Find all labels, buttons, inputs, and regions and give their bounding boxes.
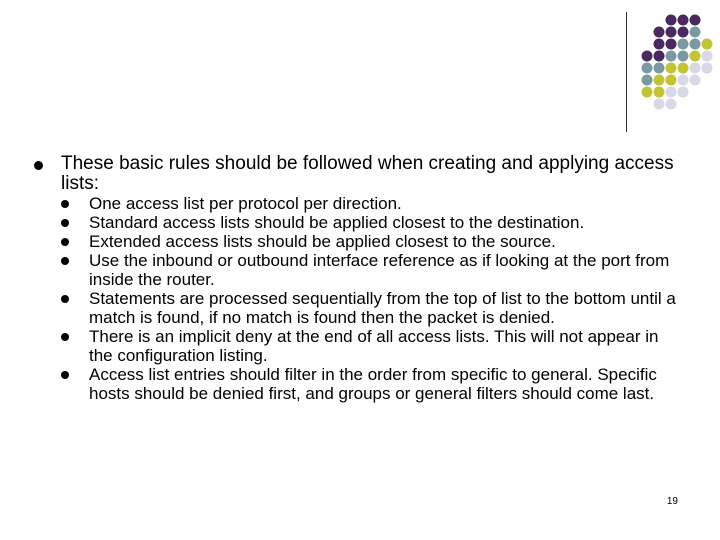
sub-bullet-item: [61, 194, 684, 213]
main-bullet-item: [34, 154, 684, 403]
decorative-dot: [690, 39, 701, 50]
decorative-dot: [678, 39, 689, 50]
decorative-dot: [642, 87, 653, 98]
bullet-icon: [61, 365, 89, 379]
decorative-dot: [690, 75, 701, 86]
decorative-dot: [666, 63, 677, 74]
decorative-dot: [666, 87, 677, 98]
sub-bullet-text: Extended access lists should be applied closest to the source.: [89, 232, 556, 251]
decorative-dot-grid: [0, 0, 720, 140]
sub-bullet-text: There is an implicit deny at the end of all access lists. This will not appear in the configuration listing.: [89, 327, 659, 365]
divider-line: [626, 12, 627, 132]
bullet-icon: [61, 213, 89, 227]
sub-bullet-item: [61, 289, 684, 327]
decorative-dot: [678, 51, 689, 62]
sub-bullet-text: One access list per protocol per direction.: [89, 194, 402, 213]
decorative-dot: [690, 27, 701, 38]
decorative-dot: [690, 63, 701, 74]
decorative-dot: [690, 15, 701, 26]
decorative-dot: [678, 87, 689, 98]
sub-bullet-text: Use the inbound or outbound interface reference as if looking at the port from inside the router.: [89, 251, 670, 289]
sub-bullet-item: [61, 213, 684, 232]
bullet-icon: [61, 251, 89, 265]
sub-bullet-text: Statements are processed sequentially from the top of list to the bottom until a match is found, if no match is found then the packet is denied.: [89, 289, 676, 327]
sub-bullet-text: Access list entries should filter in the order from specific to general. Specific hosts should be denied first, and groups or general filters should come last.: [89, 365, 657, 403]
decorative-dot: [642, 75, 653, 86]
decorative-dot: [666, 27, 677, 38]
decorative-dot: [702, 63, 713, 74]
decorative-dot: [678, 75, 689, 86]
decorative-dot: [678, 63, 689, 74]
decorative-dot: [702, 51, 713, 62]
decorative-dot: [654, 99, 665, 110]
decorative-dot: [654, 87, 665, 98]
sub-bullet-item: [61, 251, 684, 289]
decorative-dot: [666, 75, 677, 86]
decorative-dot: [666, 51, 677, 62]
main-bullet-text: These basic rules should be followed when creating and applying access lists:: [61, 153, 674, 194]
bullet-icon: [34, 154, 61, 170]
decorative-dot: [654, 75, 665, 86]
decorative-dot: [654, 27, 665, 38]
bullet-icon: [61, 232, 89, 246]
decorative-dot: [642, 63, 653, 74]
decorative-dot: [666, 15, 677, 26]
decorative-dot: [642, 51, 653, 62]
bullet-icon: [61, 327, 89, 341]
decorative-dot: [666, 99, 677, 110]
decorative-dot: [678, 27, 689, 38]
sub-bullet-list: [61, 194, 684, 403]
decorative-dot: [666, 39, 677, 50]
decorative-dot: [678, 15, 689, 26]
sub-bullet-text: Standard access lists should be applied closest to the destination.: [89, 213, 585, 232]
decorative-dot: [654, 63, 665, 74]
sub-bullet-item: [61, 327, 684, 365]
decorative-dot: [654, 51, 665, 62]
decorative-dot: [654, 39, 665, 50]
decorative-dot: [690, 51, 701, 62]
sub-bullet-item: [61, 365, 684, 403]
sub-bullet-item: [61, 232, 684, 251]
bullet-icon: [61, 194, 89, 208]
decorative-dot: [702, 39, 713, 50]
page-number: 19: [666, 496, 678, 507]
content-area: [34, 154, 684, 403]
bullet-icon: [61, 289, 89, 303]
